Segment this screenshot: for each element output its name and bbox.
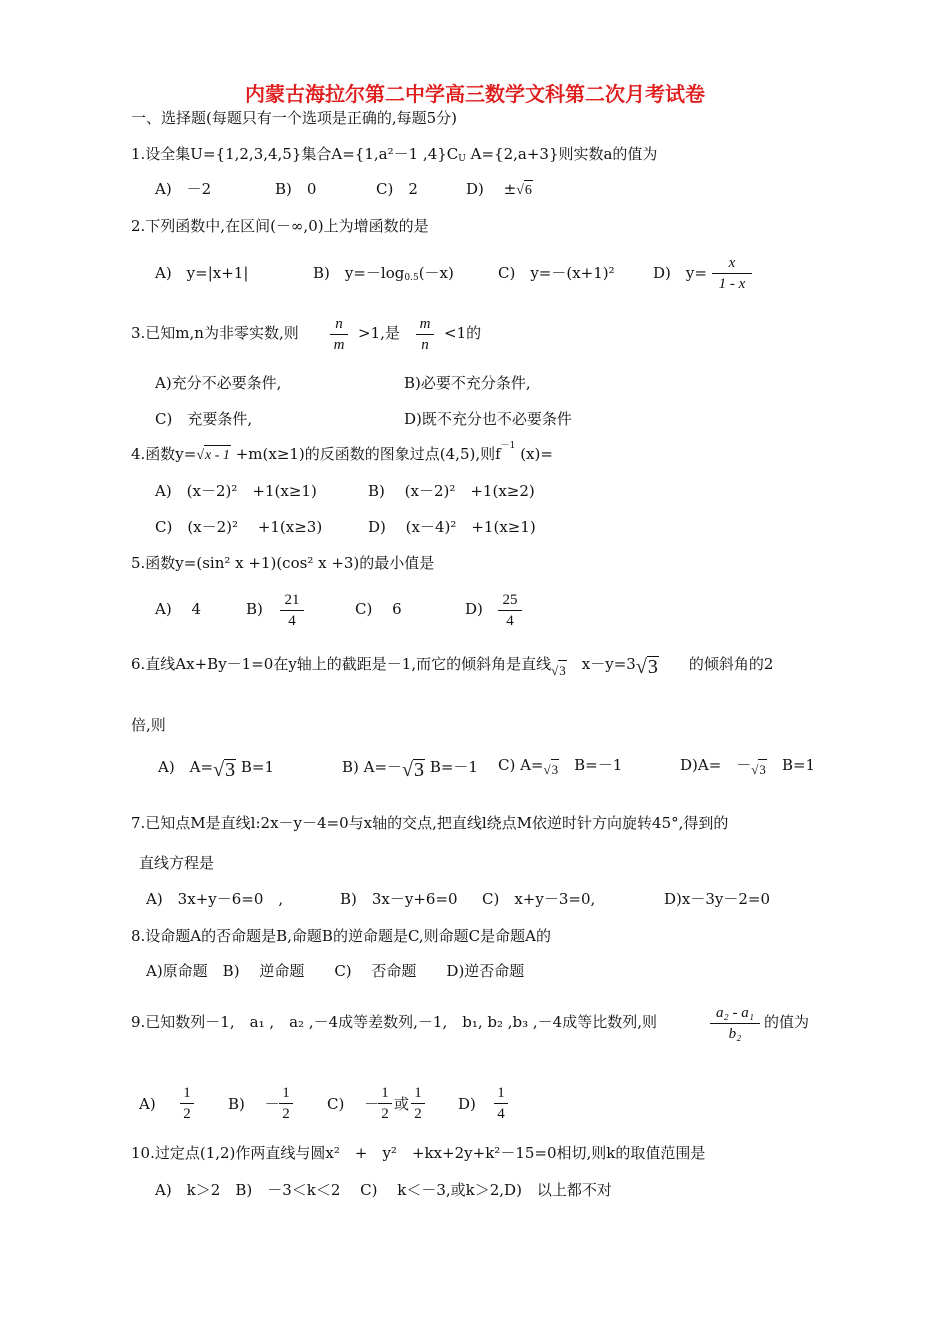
sqrt-symbol: √3 (213, 759, 236, 781)
q2-option-d: D) y= (653, 264, 707, 282)
q7-option-b: B) 3x－y+6=0 (340, 890, 458, 908)
question-2-stem: 2.下列函数中,在区间(－∞,0)上为增函数的是 (131, 217, 429, 235)
q9-option-d: D) (458, 1095, 476, 1113)
section-heading: 一、选择题(每题只有一个选项是正确的,每题5分) (131, 109, 458, 127)
q5-option-d: D) (465, 600, 483, 618)
question-6-stem: 6.直线Ax+By－1=0在y轴上的截距是－1,而它的倾斜角是直线√3 x－y=3√3 的倾斜角的2 (131, 652, 773, 675)
exam-title: 内蒙古海拉尔第二中学高三数学文科第二次月考试卷 (245, 82, 705, 106)
q5-b-fraction: 21 4 (280, 591, 304, 630)
question-3-stem: 3.已知m,n为非零实数,则 (131, 324, 299, 342)
q9-c-fraction: 1 2 (378, 1084, 392, 1123)
q7-option-c: C) x+y－3=0, (482, 890, 596, 908)
q3-option-c: C) 充要条件, (155, 410, 253, 428)
q2-d-fraction: x 1 - x (712, 254, 752, 293)
sqrt-symbol: √3 (544, 762, 560, 777)
q6-option-c: C) A=√3 B=－1 (498, 755, 622, 776)
q1-option-c: C) 2 (376, 180, 418, 198)
sqrt-symbol: √6 (516, 183, 533, 198)
sqrt-symbol: √x - 1 (196, 448, 231, 463)
question-4-stem: 4.函数y=√x - 1 +m(x≥1)的反函数的图象过点(4,5),则$f^{-1}$ (x)= (131, 444, 553, 466)
q3-fraction-n-over-m: n m (330, 315, 348, 354)
q7-option-a: A) 3x+y－6=0 , (146, 890, 284, 908)
q6-option-b: B) A=－√3 B=－1 (342, 758, 478, 781)
q3-fraction-m-over-n: m n (416, 315, 434, 354)
q3-mid-text: >1,是 (358, 324, 400, 342)
q5-d-fraction: 25 4 (498, 591, 522, 630)
sqrt-symbol: √3 (751, 762, 767, 777)
q7-option-d: D)x－3y－2=0 (664, 890, 771, 908)
q5-option-a: A) 4 (155, 600, 201, 618)
q9-c2-fraction: 1 2 (411, 1084, 425, 1123)
q8-options: A)原命题 B) 逆命题 C) 否命题 D)逆否命题 (146, 962, 525, 980)
question-9-stem: 9.已知数列－1, a₁ , a₂ ,－4成等差数列,－1, b₁, b₂ ,b₃ ,－4成等比数列,则 (131, 1013, 657, 1031)
q9-c-or: 或 (394, 1095, 410, 1113)
q9-fraction: a₂ - a₁ b₂ (710, 1004, 760, 1043)
q9-a-fraction: 1 2 (180, 1084, 194, 1123)
q2-option-b: B) y=－log0.5(－x) (313, 264, 454, 283)
q3-tail-text: <1的 (444, 324, 482, 342)
q1-option-d: D) ±√6 (466, 179, 533, 201)
q1-option-a: A) －2 (155, 180, 212, 198)
q3-option-a: A)充分不必要条件, (155, 374, 282, 392)
q9-b-fraction: 1 2 (279, 1084, 293, 1123)
question-8-stem: 8.设命题A的否命题是B,命题B的逆命题是C,则命题C是命题A的 (131, 927, 551, 945)
q9-tail-text: 的值为 (764, 1013, 810, 1031)
q4-option-d: D) (x－4)² +1(x≥1) (368, 518, 536, 536)
sqrt-symbol: √3 (402, 759, 425, 781)
q2-option-c: C) y=－(x+1)² (498, 264, 615, 282)
q6-option-d: D)A= －√3 B=1 (680, 755, 815, 776)
question-7-stem: 7.已知点M是直线l:2x－y－4=0与x轴的交点,把直线l绕点M依逆时针方向旋转45°,得到的 (131, 814, 729, 832)
q9-option-c: C) － (327, 1095, 380, 1113)
q4-option-b: B) (x－2)² +1(x≥2) (368, 482, 535, 500)
q4-option-a: A) (x－2)² +1(x≥1) (155, 482, 317, 500)
q2-option-a: A) y=|x+1| (155, 264, 249, 282)
q5-option-b: B) (246, 600, 263, 618)
sqrt-symbol: √3 (551, 663, 567, 678)
q9-option-a: A) (139, 1095, 156, 1113)
question-5-stem: 5.函数y=(sin² x +1)(cos² x +3)的最小值是 (131, 554, 435, 572)
question-7-continued: 直线方程是 (139, 854, 215, 872)
q10-options: A) k＞2 B) －3＜k＜2 C) k＜－3,或k＞2,D) 以上都不对 (155, 1181, 612, 1199)
q6-option-a: A) A=√3 B=1 (158, 758, 274, 781)
sqrt-symbol: √3 (635, 656, 658, 678)
q5-option-c: C) 6 (355, 600, 402, 618)
question-10-stem: 10.过定点(1,2)作两直线与圆x² + y² +kx+2y+k²－15=0相切,则k的取值范围是 (131, 1144, 706, 1162)
q3-option-b: B)必要不充分条件, (404, 374, 531, 392)
q3-option-d: D)既不充分也不必要条件 (404, 410, 572, 428)
question-1-stem: 1.设全集U={1,2,3,4,5}集合A={1,a²－1 ,4}CU A={2,a+3}则实数a的值为 (131, 145, 658, 164)
q9-option-b: B) － (228, 1095, 280, 1113)
question-6-continued: 倍,则 (131, 716, 166, 734)
q1-option-b: B) 0 (275, 180, 317, 198)
q9-d-fraction: 1 4 (494, 1084, 508, 1123)
q4-option-c: C) (x－2)² +1(x≥3) (155, 518, 323, 536)
